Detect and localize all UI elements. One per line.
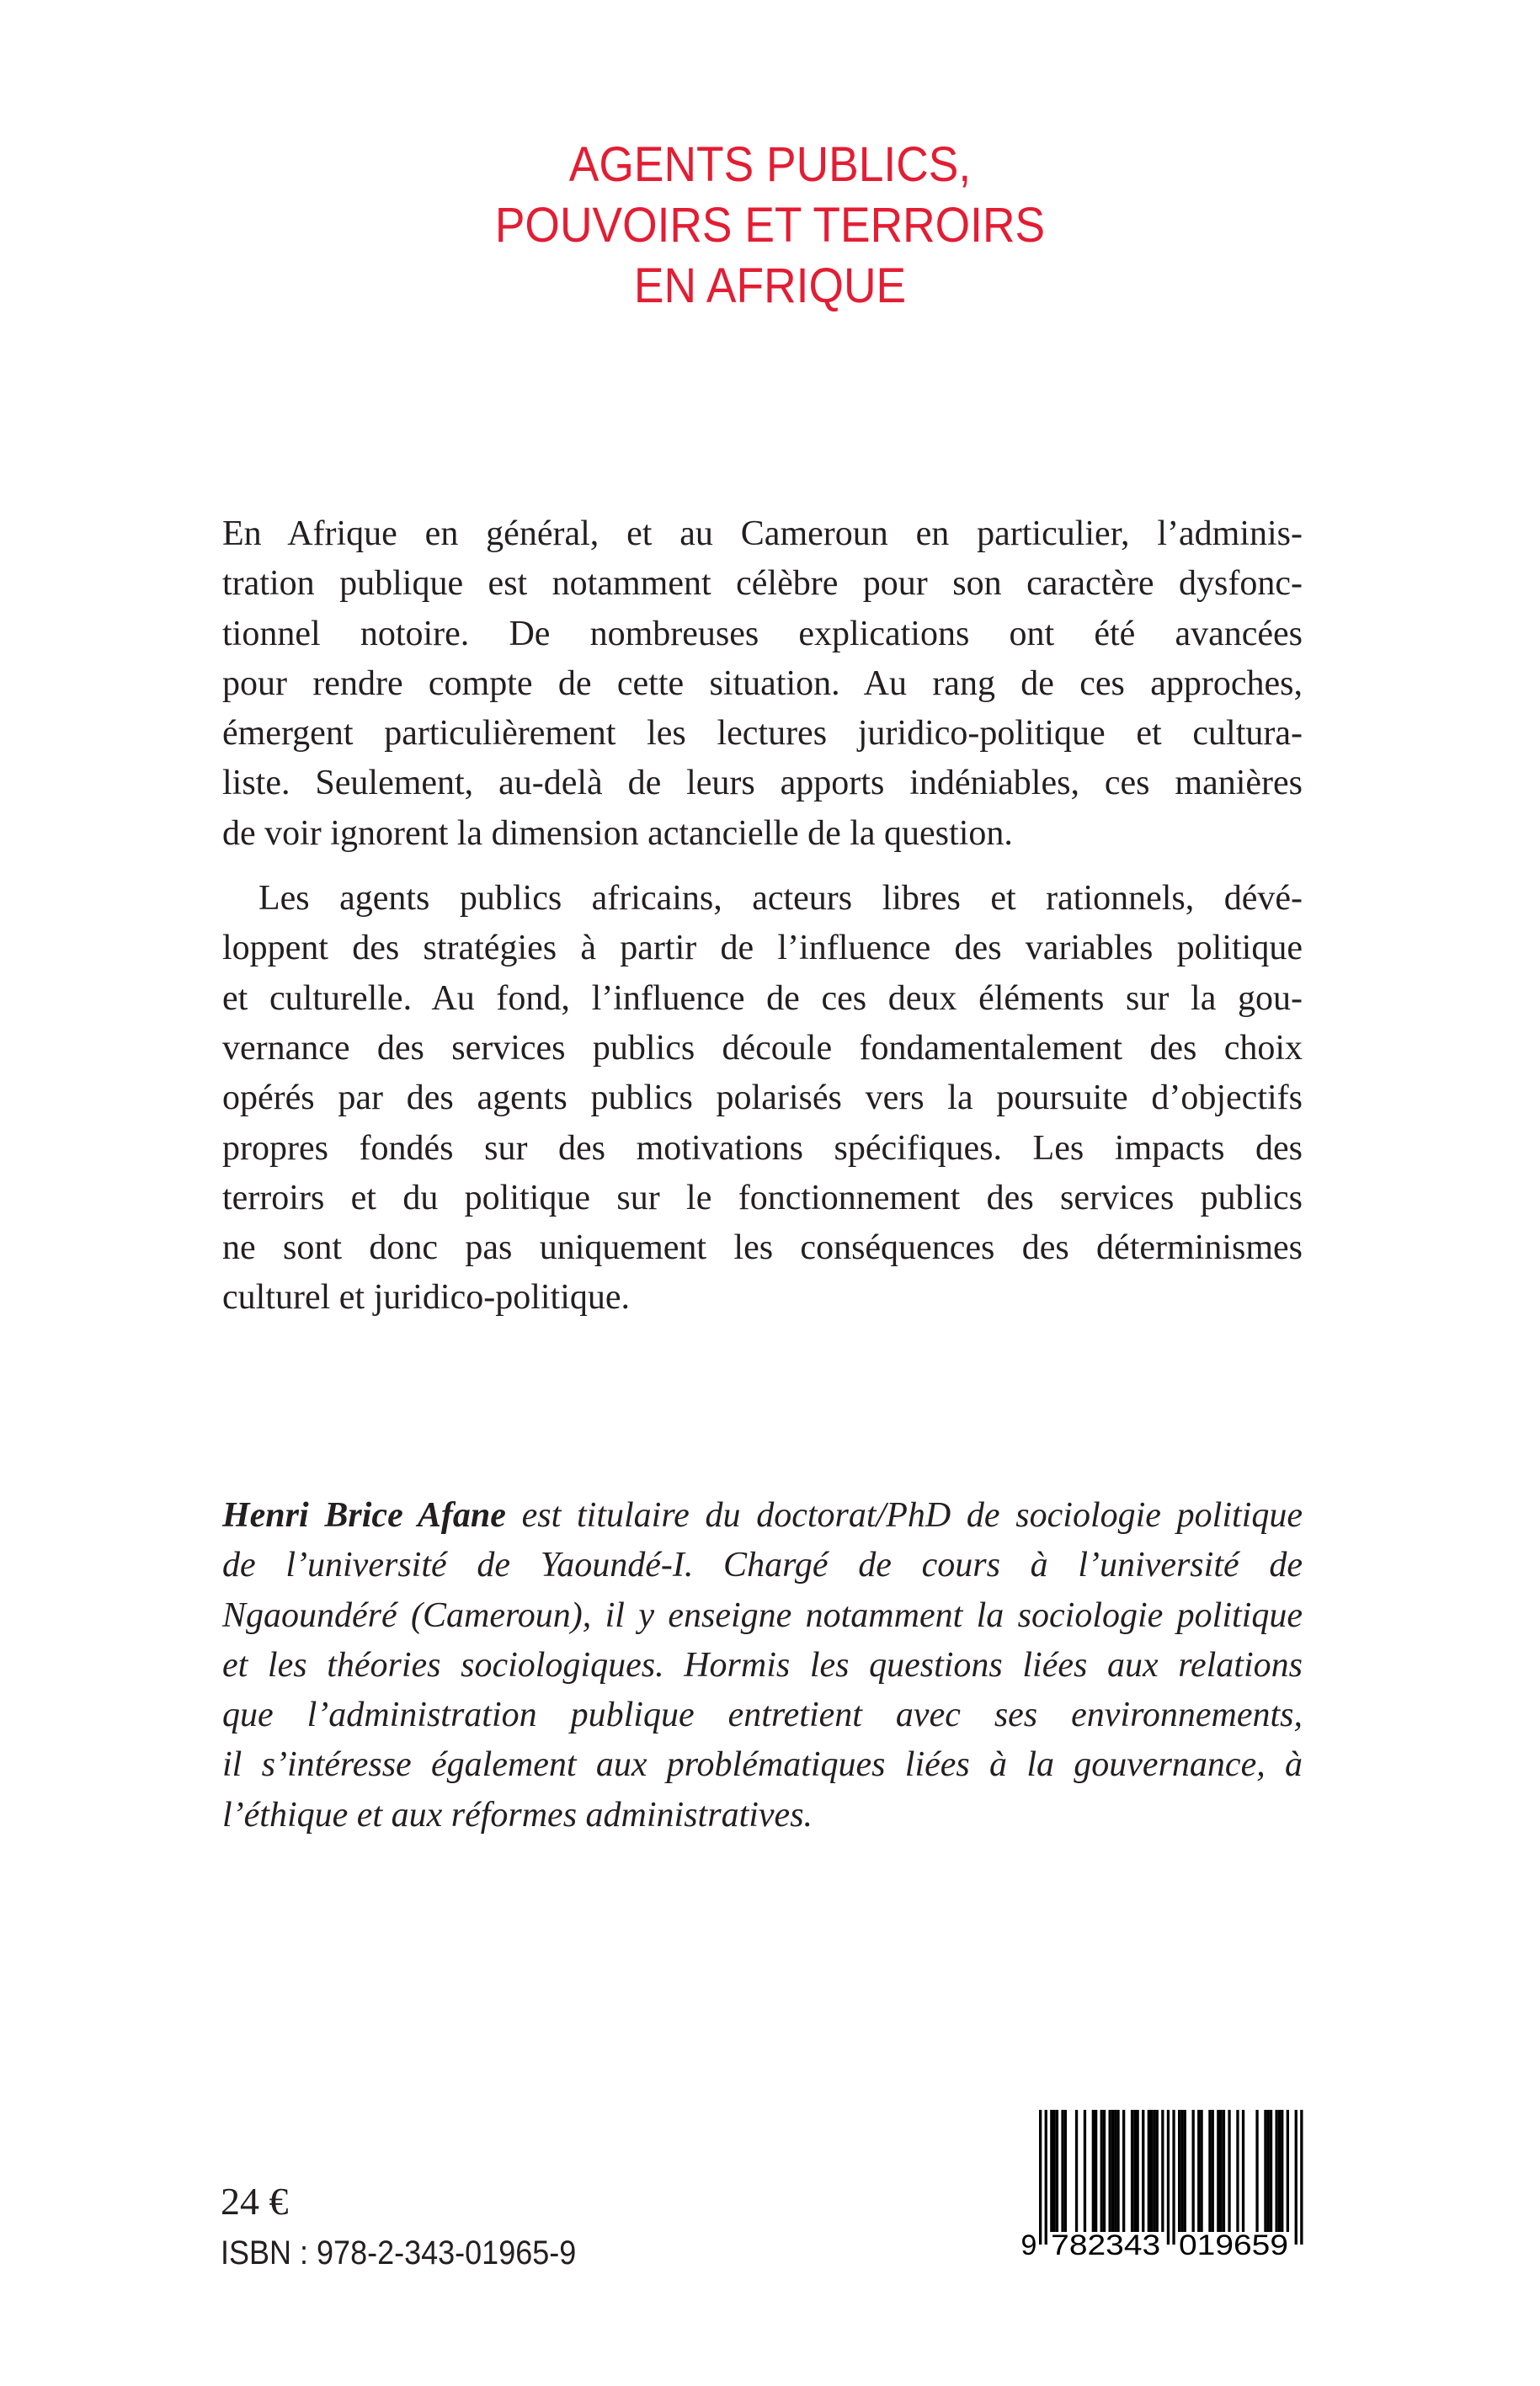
barcode-bar xyxy=(1116,2110,1119,2232)
bio-line: l’éthique et aux réformes administratives. xyxy=(222,1795,813,1835)
summary-line: Les agents publics africains, acteurs libres et rationnels, dévé- xyxy=(258,879,1303,919)
barcode-bar xyxy=(1142,2110,1144,2232)
bio-line: et les théories sociologiques. Hormis les questions liées aux relations xyxy=(222,1645,1303,1685)
barcode-bar xyxy=(1197,2110,1200,2232)
barcode-bar xyxy=(1278,2110,1281,2232)
barcode-bar xyxy=(1228,2110,1230,2232)
summary-line: En Afrique en général, et au Cameroun en particulier, l’adminis- xyxy=(222,514,1303,553)
barcode-bar xyxy=(1217,2110,1219,2232)
bio-line: Henri Brice Afane est titulaire du doctorat/PhD de sociologie politique xyxy=(222,1496,1303,1535)
barcode-bar xyxy=(1150,2110,1153,2232)
summary-line: liste. Seulement, au-delà de leurs apports indéniables, ces manières xyxy=(222,764,1303,803)
summary-line: émergent particulièrement les lectures juridico-politique et cultura- xyxy=(222,714,1303,754)
barcode-bar xyxy=(1184,2110,1186,2232)
barcode-bar xyxy=(1180,2110,1183,2232)
barcode-bar xyxy=(1114,2110,1116,2232)
barcode-bar xyxy=(1053,2110,1056,2232)
barcode-bar xyxy=(1045,2110,1047,2245)
barcode-bar xyxy=(1300,2110,1303,2245)
barcode xyxy=(1019,2105,1322,2265)
isbn: ISBN : 978-2-343-01965-9 xyxy=(221,2234,577,2271)
summary-line: opérés par des agents publics polarisés vers la poursuite d’objectifs xyxy=(222,1078,1303,1118)
author-name: Henri Brice Afane xyxy=(222,1496,506,1535)
barcode-bar xyxy=(1111,2110,1114,2232)
book-title xyxy=(0,135,1540,317)
barcode-bar xyxy=(1172,2110,1175,2245)
barcode-bar xyxy=(1223,2110,1225,2232)
barcode-bar xyxy=(1276,2110,1278,2232)
barcode-digits: 019659 xyxy=(1179,2229,1288,2261)
barcode-bar xyxy=(1153,2110,1155,2232)
title-line: EN AFRIQUE xyxy=(633,258,907,313)
barcode-bar xyxy=(1050,2110,1052,2232)
barcode-bar xyxy=(1122,2110,1125,2232)
barcode-bar xyxy=(1270,2110,1272,2232)
barcode-bar xyxy=(1092,2110,1095,2232)
summary-line: tration publique est notamment célèbre pour son caractère dysfonc- xyxy=(222,564,1303,604)
barcode-bar xyxy=(1095,2110,1097,2232)
barcode-bar xyxy=(1208,2110,1211,2232)
barcode-bar xyxy=(1148,2110,1150,2232)
summary-line: pour rendre compte de cette situation. Au rang de ces approches, xyxy=(222,663,1303,703)
barcode-bar xyxy=(1178,2110,1180,2232)
barcode-bar xyxy=(1075,2110,1078,2232)
title-line: AGENTS PUBLICS, xyxy=(568,137,972,192)
barcode-bar xyxy=(1236,2110,1239,2232)
barcode-digits: 782343 xyxy=(1051,2229,1161,2261)
author-bio xyxy=(222,1491,1303,1840)
summary-line: culturel et juridico-politique. xyxy=(222,1278,631,1318)
barcode-bar xyxy=(1109,2110,1111,2232)
bio-line: de l’université de Yaoundé-I. Chargé de cours à l’université de xyxy=(222,1546,1303,1585)
barcode-bar xyxy=(1133,2110,1136,2232)
barcode-bar xyxy=(1156,2110,1159,2232)
barcode-bar xyxy=(1084,2110,1086,2232)
summary-line: vernance des services publics découle fondamentalement des choix xyxy=(222,1028,1303,1068)
title-line: POUVOIRS ET TERROIRS xyxy=(494,198,1046,253)
barcode-bar xyxy=(1137,2110,1139,2232)
summary-line: terroirs et du politique sur le fonctionnement des services publics xyxy=(222,1178,1303,1217)
barcode-bar xyxy=(1212,2110,1214,2232)
barcode-bar xyxy=(1287,2110,1289,2232)
barcode-bar xyxy=(1267,2110,1270,2232)
summary-line: tionnel notoire. De nombreuses explications ont été avancées xyxy=(222,614,1303,653)
summary xyxy=(222,509,1303,1323)
barcode-bar xyxy=(1167,2110,1170,2245)
bio-line: Ngaoundéré (Cameroun), il y enseigne notamment la sociologie politique xyxy=(222,1595,1303,1635)
barcode-bar xyxy=(1161,2110,1164,2232)
barcode-bar xyxy=(1200,2110,1202,2232)
barcode-bar xyxy=(1064,2110,1067,2232)
price: 24 € xyxy=(221,2180,289,2223)
barcode-bar xyxy=(1281,2110,1283,2232)
barcode-bar xyxy=(1131,2110,1133,2232)
barcode-bar xyxy=(1220,2110,1223,2232)
barcode-bar xyxy=(1264,2110,1266,2232)
barcode-bar xyxy=(1242,2110,1244,2232)
barcode-bar xyxy=(1056,2110,1058,2232)
summary-line: ne sont donc pas uniquement les conséquences des déterminismes xyxy=(222,1228,1303,1268)
summary-line: de voir ignorent la dimension actancielle de la question. xyxy=(222,813,1013,853)
barcode-digits: 9 xyxy=(1020,2229,1037,2261)
barcode-bar xyxy=(1100,2110,1103,2232)
bio-line: que l’administration publique entretient avec ses environnements, xyxy=(222,1696,1303,1735)
barcode-bar xyxy=(1039,2110,1042,2245)
barcode-bar xyxy=(1295,2110,1298,2245)
bio-line: il s’intéresse également aux problématiques liées à la gouvernance, à xyxy=(222,1745,1303,1785)
summary-line: et culturelle. Au fond, l’influence de ces deux éléments sur la gou- xyxy=(222,978,1303,1018)
summary-line: propres fondés sur des motivations spécifiques. Les impacts des xyxy=(222,1128,1303,1168)
summary-line: loppent des stratégies à partir de l’influence des variables politique xyxy=(222,929,1303,968)
barcode-bar xyxy=(1255,2110,1258,2232)
barcode-bar xyxy=(1192,2110,1195,2232)
barcode-bar xyxy=(1103,2110,1106,2232)
barcode-bar xyxy=(1061,2110,1063,2232)
